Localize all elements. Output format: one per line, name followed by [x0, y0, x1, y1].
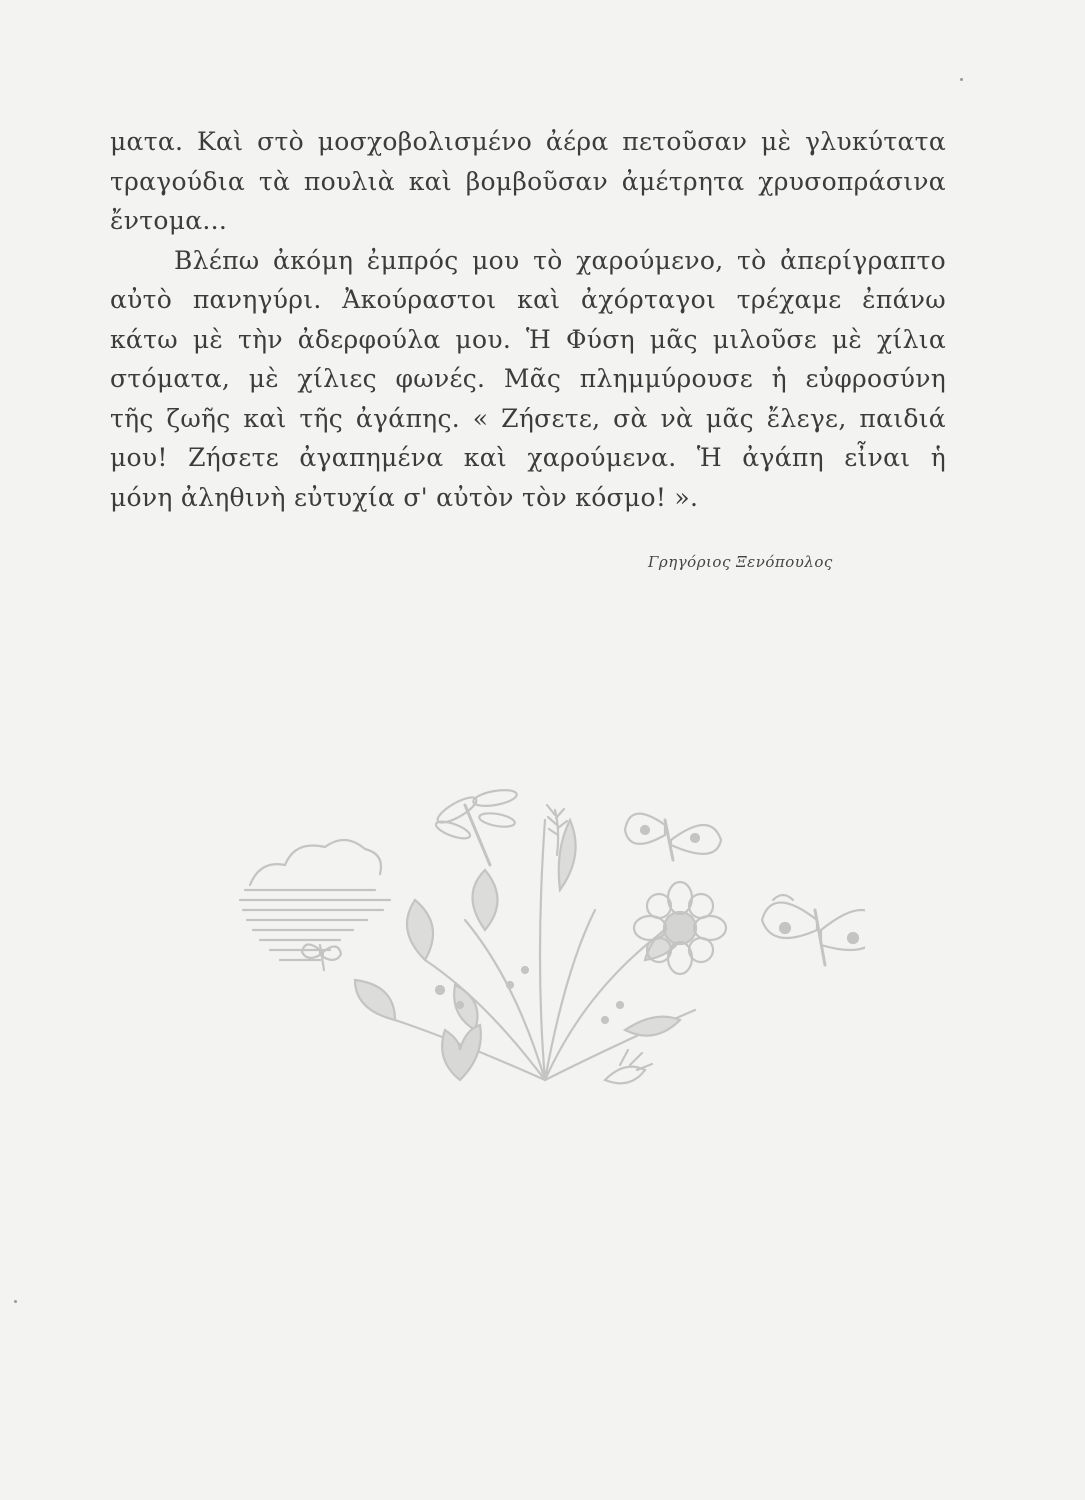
text-line: τραγούδια τὰ πουλιὰ καὶ βομβοῦσαν ἀμέτρητα χρυσοπράσινα [110, 166, 946, 196]
text-line: Βλέπω ἀκόμη ἐμπρός μου τὸ χαρούμενο, τὸ ἀπερίγραπτο [174, 245, 946, 275]
thistle-icon [605, 1050, 652, 1083]
text-line: τῆς ζωῆς καὶ τῆς ἀγάπης. « Ζήσετε, σὰ νὰ μᾶς ἔλεγε, παιδιά [110, 403, 946, 433]
text-line: στόματα, μὲ χίλιες φωνές. Μᾶς πλημμύρουσε ἡ εὐφροσύνη [110, 364, 946, 393]
small-butterfly-icon [302, 944, 341, 970]
author-signature: Γρηγόριος Ξενόπουλος [648, 553, 833, 571]
text-line: ματα. Καὶ στὸ μοσχοβολισμένο ἀέρα πετοῦσαν μὲ γλυκύτατα [110, 127, 946, 156]
butterfly-icon [762, 895, 865, 965]
butterfly-icon [625, 814, 721, 860]
dragonfly-icon [434, 787, 518, 865]
text-line: μόνη ἀληθινὴ εὐτυχία σ' αὐτὸν τὸν κόσμο! ». [110, 482, 699, 512]
leaf-icons [355, 820, 690, 1036]
paper-speck [960, 78, 963, 81]
paper-speck [14, 1300, 17, 1303]
text-line: ἔντομα... [110, 206, 228, 235]
tulip-icon [442, 1025, 481, 1080]
text-line: αὐτὸ πανηγύρι. Ἀκούραστοι καὶ ἀχόρταγοι τρέχαμε ἐπάνω [110, 285, 946, 314]
cloud-icon [240, 840, 390, 960]
body-text [110, 122, 946, 517]
text-line: κάτω μὲ τὴν ἀδερφούλα μου. Ἡ Φύση μᾶς μιλοῦσε μὲ χίλια [110, 324, 946, 354]
text-line: μου! Ζήσετε ἀγαπημένα καὶ χαρούμενα. Ἡ ἀγάπη εἶναι ἡ [110, 443, 946, 472]
flowers-butterflies-illustration [225, 780, 865, 1100]
